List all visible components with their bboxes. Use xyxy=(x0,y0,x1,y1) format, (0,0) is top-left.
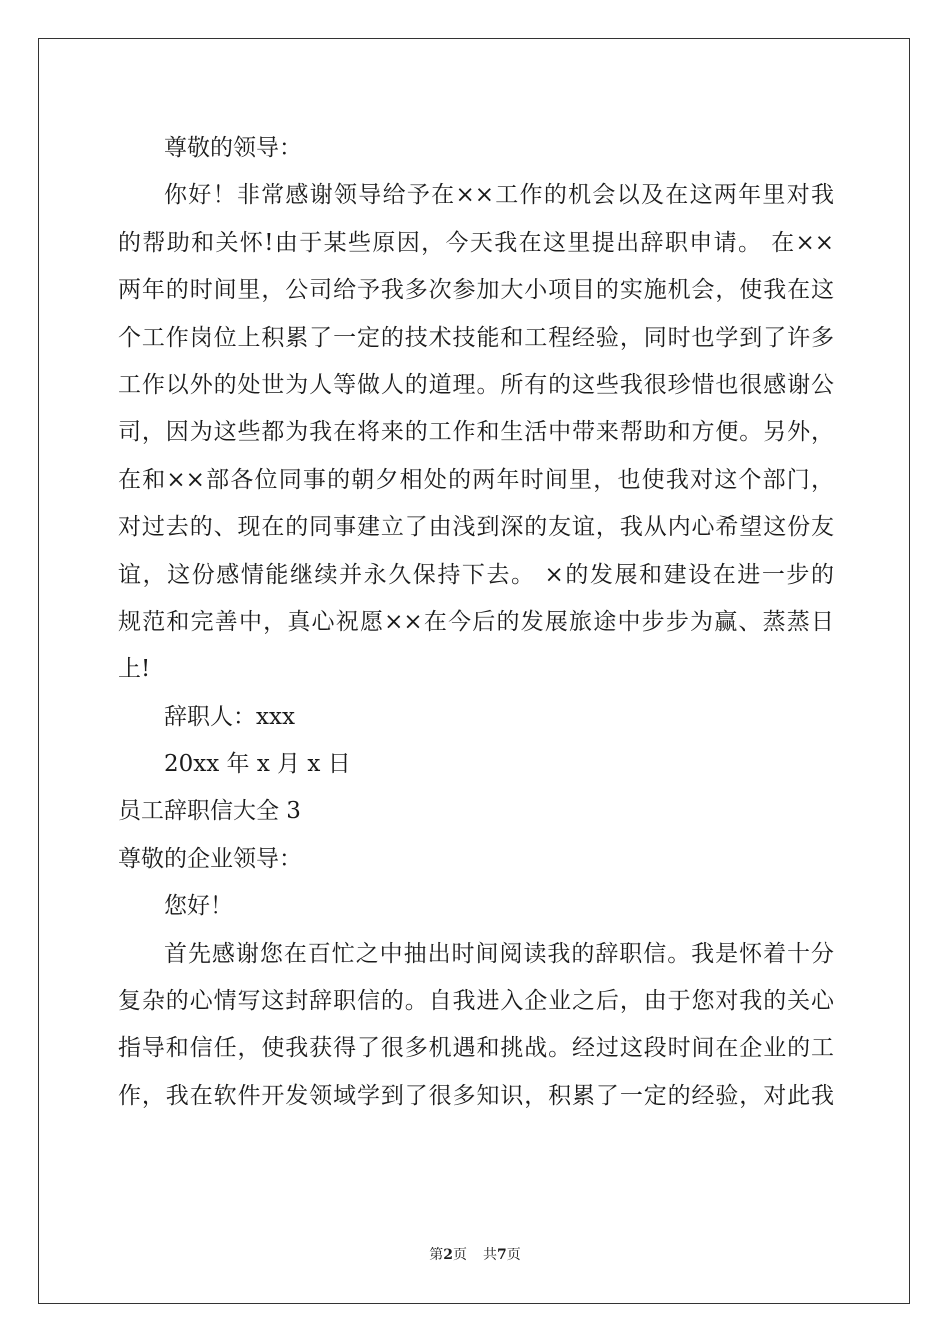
page-suffix: 页 xyxy=(453,1247,467,1263)
paragraph-line: 作，我在软件开发领域学到了很多知识，积累了一定的经验，对此我 xyxy=(118,1082,834,1109)
document-body xyxy=(118,125,834,1120)
paragraph-line: 工作以外的处世为人等做人的道理。所有的这些我很珍惜也很感谢公 xyxy=(118,371,834,398)
paragraph-line: 对过去的、现在的同事建立了由浅到深的友谊，我从内心希望这份友 xyxy=(118,514,834,541)
paragraph-line: 谊，这份感情能继续并永久保持下去。 ×的发展和建设在进一步的 xyxy=(118,561,834,588)
paragraph-line: 两年的时间里，公司给予我多次参加大小项目的实施机会，使我在这 xyxy=(118,277,834,304)
salutation: 尊敬的企业领导： xyxy=(118,845,302,872)
section-title: 员工辞职信大全 3 xyxy=(118,798,301,825)
paragraph-line: 上! xyxy=(118,656,151,683)
paragraph-line: 指导和信任，使我获得了很多机遇和挑战。经过这段时间在企业的工 xyxy=(118,1035,834,1062)
paragraph-line: 你好！非常感谢领导给予在××工作的机会以及在这两年里对我 xyxy=(164,182,834,209)
paragraph-line: 个工作岗位上积累了一定的技术技能和工程经验，同时也学到了许多 xyxy=(118,324,834,351)
paragraph-line: 的帮助和关怀!由于某些原因，今天我在这里提出辞职申请。 在×× xyxy=(118,229,834,256)
paragraph-line: 规范和完善中，真心祝愿××在今后的发展旅途中步步为赢、蒸蒸日 xyxy=(118,608,834,635)
page-current: 2 xyxy=(443,1247,453,1263)
date: 20xx 年 x 月 x 日 xyxy=(164,751,351,778)
paragraph-line: 司，因为这些都为我在将来的工作和生活中带来帮助和方便。另外， xyxy=(118,419,834,446)
total-prefix: 共 xyxy=(483,1247,497,1263)
paragraph-line: 在和××部各位同事的朝夕相处的两年时间里，也使我对这个部门， xyxy=(118,466,834,493)
total-suffix: 页 xyxy=(506,1247,521,1263)
page-total: 7 xyxy=(497,1247,507,1263)
signature: 辞职人：xxx xyxy=(164,703,295,730)
salutation: 尊敬的领导： xyxy=(164,135,302,161)
greeting: 您好！ xyxy=(164,893,233,920)
paragraph-line: 复杂的心情写这封辞职信的。自我进入企业之后，由于您对我的关心 xyxy=(118,988,834,1015)
page-footer xyxy=(0,1244,950,1264)
page-prefix: 第 xyxy=(429,1247,444,1263)
paragraph-line: 首先感谢您在百忙之中抽出时间阅读我的辞职信。我是怀着十分 xyxy=(164,940,834,967)
